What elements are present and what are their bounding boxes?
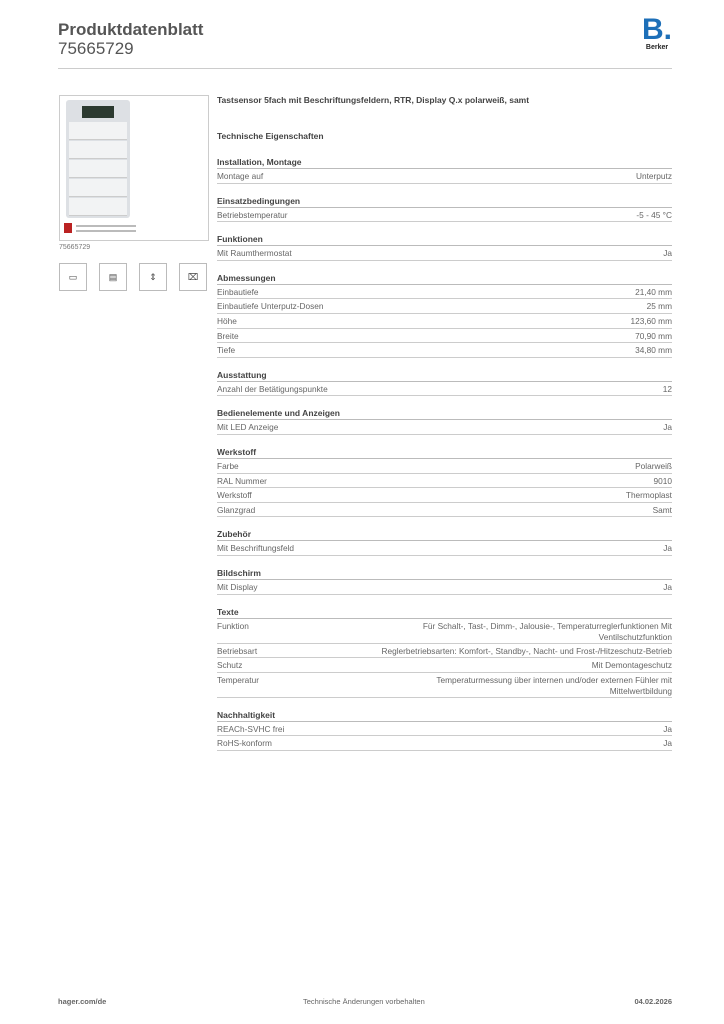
spec-value: -5 - 45 °C bbox=[636, 209, 672, 220]
spec-row bbox=[217, 299, 672, 314]
footer-date: 04.02.2026 bbox=[634, 997, 672, 1006]
spec-value: Temperaturmessung über internen und/oder externen Fühler mit Mittelwertbildung bbox=[436, 674, 672, 696]
spec-row bbox=[217, 285, 672, 300]
weee-bin-icon: ⌧ bbox=[179, 263, 207, 291]
spec-row bbox=[217, 488, 672, 503]
spec-value: Ja bbox=[663, 248, 672, 259]
switch-icon: ⇕ bbox=[139, 263, 167, 291]
spec-value: 21,40 mm bbox=[635, 286, 672, 297]
spec-value: Mit Demontageschutz bbox=[591, 660, 672, 671]
spec-label: Farbe bbox=[217, 460, 239, 471]
spec-row bbox=[217, 169, 672, 184]
spec-row bbox=[217, 541, 672, 556]
time-display-icon: ▤ bbox=[99, 263, 127, 291]
spec-value: Ja bbox=[663, 723, 672, 734]
spec-value: Für Schalt-, Tast-, Dimm-, Jalousie-, Temperaturreglerfunktionen Mit Ventilschutzfunktion bbox=[422, 620, 672, 642]
section-heading: Werkstoff bbox=[217, 445, 672, 459]
spec-value: Unterputz bbox=[636, 171, 672, 181]
section-heading: Ausstattung bbox=[217, 368, 672, 382]
spec-label: Mit Display bbox=[217, 581, 258, 592]
section-heading: Zubehör bbox=[217, 527, 672, 541]
section-heading: Funktionen bbox=[217, 232, 672, 246]
spec-label: Mit Beschriftungsfeld bbox=[217, 543, 295, 554]
spec-row bbox=[217, 420, 672, 435]
spec-label: Einbautiefe Unterputz-Dosen bbox=[217, 301, 324, 312]
header-divider bbox=[58, 68, 672, 69]
spec-label: Betriebsart bbox=[217, 645, 258, 656]
spec-value: 25 mm bbox=[646, 301, 672, 312]
spec-label: Temperatur bbox=[217, 674, 259, 685]
spec-row bbox=[217, 503, 672, 518]
spec-row bbox=[217, 644, 672, 659]
spec-sheet bbox=[217, 95, 672, 751]
spec-row bbox=[217, 343, 672, 358]
spec-label: Werkstoff bbox=[217, 490, 252, 501]
spec-value: Ja bbox=[663, 543, 672, 554]
spec-label: RoHS-konform bbox=[217, 738, 272, 749]
spec-label: Breite bbox=[217, 330, 239, 341]
spec-row bbox=[217, 736, 672, 751]
spec-value: 123,60 mm bbox=[630, 315, 672, 326]
spec-value: Polarweiß bbox=[635, 460, 672, 471]
section-heading: Nachhaltigkeit bbox=[217, 708, 672, 722]
footer-notice: Technische Änderungen vorbehalten bbox=[303, 997, 425, 1006]
spec-label: Mit LED Anzeige bbox=[217, 422, 279, 433]
spec-value: Ja bbox=[663, 738, 672, 749]
article-number: 75665729 bbox=[58, 39, 134, 58]
section-heading: Installation, Montage bbox=[217, 155, 672, 169]
footer-website[interactable]: hager.com/de bbox=[58, 997, 107, 1006]
spec-label: Montage auf bbox=[217, 171, 264, 181]
section-heading: Bedienelemente und Anzeigen bbox=[217, 406, 672, 420]
spec-value: Ja bbox=[663, 581, 672, 592]
section-heading: Abmessungen bbox=[217, 271, 672, 285]
spec-label: Betriebstemperatur bbox=[217, 209, 288, 220]
spec-row bbox=[217, 658, 672, 673]
spec-label: RAL Nummer bbox=[217, 475, 267, 486]
spec-value: Ja bbox=[663, 422, 672, 433]
spec-row bbox=[217, 329, 672, 344]
spec-label: Schutz bbox=[217, 660, 243, 671]
spec-value: Samt bbox=[652, 504, 672, 515]
spec-label: Anzahl der Betätigungspunkte bbox=[217, 383, 328, 394]
spec-label: Mit Raumthermostat bbox=[217, 248, 292, 259]
spec-row bbox=[217, 474, 672, 489]
section-heading: Bildschirm bbox=[217, 566, 672, 580]
image-caption: 75665729 bbox=[59, 244, 91, 251]
spec-label: Höhe bbox=[217, 315, 237, 326]
spec-value: 70,90 mm bbox=[635, 330, 672, 341]
spec-value: Thermoplast bbox=[625, 490, 672, 501]
product-description: Tastsensor 5fach mit Beschriftungsfeldern, RTR, Display Q.x polarweiß, samt bbox=[217, 95, 530, 105]
spec-value: Reglerbetriebsarten: Komfort-, Standby-, Nacht- und Frost-/Hitzeschutz-Betrieb bbox=[381, 645, 672, 656]
spec-row bbox=[217, 459, 672, 474]
spec-label: Glanzgrad bbox=[217, 504, 256, 515]
feature-icons bbox=[59, 263, 207, 291]
spec-row bbox=[217, 314, 672, 329]
spec-value: 9010 bbox=[653, 475, 672, 486]
spec-row bbox=[217, 382, 672, 397]
spec-row bbox=[217, 208, 672, 223]
spec-label: Funktion bbox=[217, 620, 249, 631]
spec-value: 34,80 mm bbox=[635, 345, 672, 356]
spec-row bbox=[217, 246, 672, 261]
spec-row bbox=[217, 619, 672, 644]
spec-row bbox=[217, 673, 672, 698]
spec-row bbox=[217, 722, 672, 737]
page-title: Produktdatenblatt bbox=[58, 20, 204, 39]
spec-value: 12 bbox=[662, 383, 672, 394]
tech-heading: Technische Eigenschaften bbox=[217, 131, 324, 141]
product-image bbox=[59, 95, 209, 241]
spec-label: Tiefe bbox=[217, 345, 236, 356]
spec-label: Einbautiefe bbox=[217, 286, 259, 297]
spec-row bbox=[217, 580, 672, 595]
berker-logo: B. Berker bbox=[641, 13, 672, 51]
section-heading: Texte bbox=[217, 605, 672, 619]
spec-label: REACh-SVHC frei bbox=[217, 723, 285, 734]
display-icon: ▭ bbox=[59, 263, 87, 291]
section-heading: Einsatzbedingungen bbox=[217, 194, 672, 208]
